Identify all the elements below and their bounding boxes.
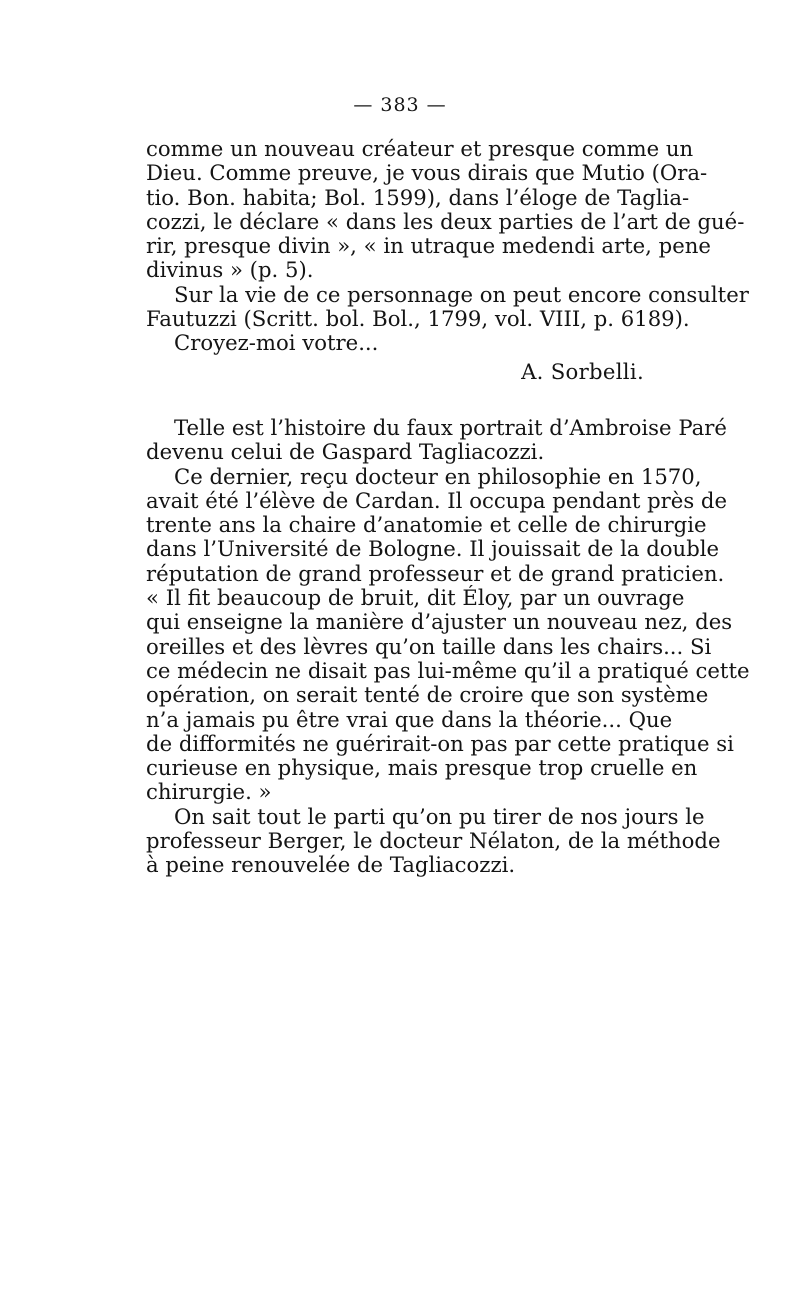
text-line: cozzi, le déclare « dans les deux parties de l’art de gué-	[146, 208, 745, 234]
text-line: tio. Bon. habita; Bol. 1599), dans l’éloge de Taglia-	[146, 184, 690, 210]
text-line: curieuse en physique, mais presque trop cruelle en	[146, 755, 698, 781]
text-line: On sait tout le parti qu’on pu tirer de nos jours le	[174, 803, 705, 829]
text-line: devenu celui de Gaspard Tagliacozzi.	[146, 439, 545, 465]
text-line: divinus » (p. 5).	[146, 257, 314, 283]
text-line: professeur Berger, le docteur Nélaton, de la méthode	[146, 828, 721, 854]
text-line: Sur la vie de ce personnage on peut encore consulter	[174, 281, 749, 307]
letter-signature: A. Sorbelli.	[521, 358, 644, 384]
text-line: n’a jamais pu être vrai que dans la théorie... Que	[146, 706, 673, 732]
main-text	[146, 415, 750, 878]
text-line: comme un nouveau créateur et presque comme un	[146, 136, 694, 161]
text-line: Croyez-moi votre...	[174, 330, 379, 356]
text-line: à peine renouvelée de Tagliacozzi.	[146, 852, 516, 878]
text-line: chirurgie. »	[146, 779, 272, 805]
text-line: Dieu. Comme preuve, je vous dirais que Mutio (Ora-	[146, 160, 708, 186]
text-line: Ce dernier, reçu docteur en philosophie en 1570,	[174, 463, 702, 489]
text-line: Telle est l’histoire du faux portrait d’Ambroise Paré	[174, 415, 727, 440]
text-line: réputation de grand professeur et de grand praticien.	[146, 560, 725, 586]
text-line: trente ans la chaire d’anatomie et celle de chirurgie	[146, 512, 707, 538]
text-line: avait été l’élève de Cardan. Il occupa pendant près de	[146, 487, 728, 513]
letter-excerpt	[146, 136, 749, 384]
text-line: Fautuzzi (Scritt. bol. Bol., 1799, vol. VIII, p. 6189).	[146, 306, 690, 332]
text-line: oreilles et des lèvres qu’on taille dans les chairs... Si	[146, 633, 712, 659]
text-line: de difformités ne guérirait-on pas par cette pratique si	[146, 730, 734, 756]
page-number: — 383 —	[353, 94, 447, 116]
text-line: opération, on serait tenté de croire que son système	[146, 682, 709, 708]
text-line: « Il fit beaucoup de bruit, dit Éloy, par un ouvrage	[146, 585, 685, 611]
text-line: rir, presque divin », « in utraque medendi arte, pene	[146, 233, 711, 259]
text-line: qui enseigne la manière d’ajuster un nouveau nez, des	[146, 609, 733, 635]
text-line: dans l’Université de Bologne. Il jouissait de la double	[146, 536, 720, 562]
text-line: ce médecin ne disait pas lui-même qu’il a pratiqué cette	[146, 657, 750, 683]
